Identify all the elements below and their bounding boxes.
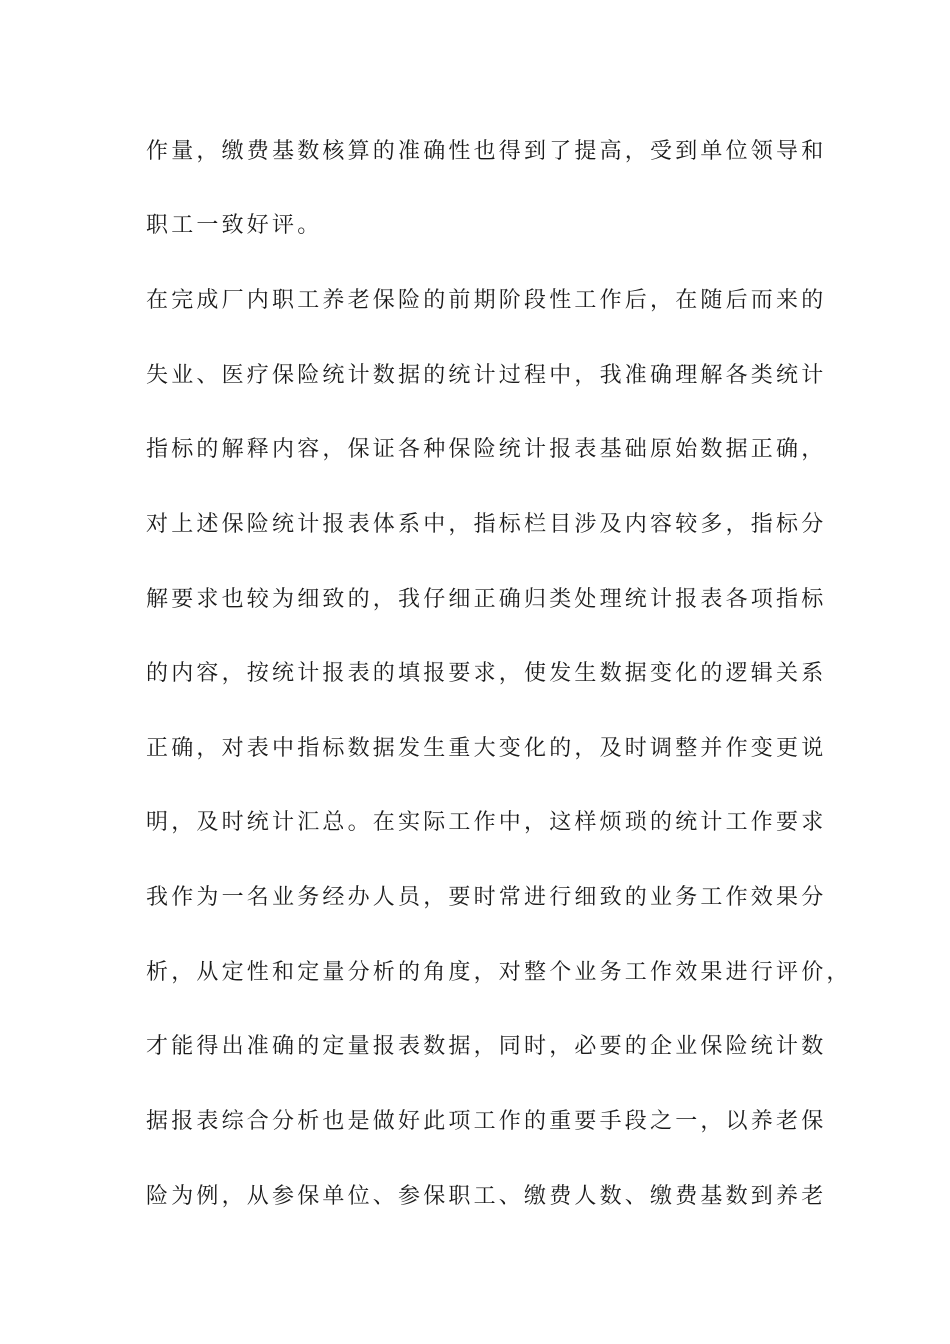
text-line: 解要求也较为细致的，我仔细正确归类处理统计报表各项指标 — [146, 587, 827, 612]
text-line: 正确，对表中指标数据发生重大变化的，及时调整并作变更说 — [146, 736, 827, 761]
text-line: 险为例，从参保单位、参保职工、缴费人数、缴费基数到养老 — [146, 1184, 827, 1209]
text-line: 我作为一名业务经办人员，要时常进行细致的业务工作效果分 — [146, 885, 827, 910]
text-line: 据报表综合分析也是做好此项工作的重要手段之一，以养老保 — [146, 1109, 827, 1134]
text-line: 职工一致好评。 — [146, 213, 323, 238]
text-line: 指标的解释内容，保证各种保险统计报表基础原始数据正确， — [146, 437, 827, 462]
text-line: 在完成厂内职工养老保险的前期阶段性工作后，在随后而来的 — [146, 288, 827, 313]
text-line: 才能得出准确的定量报表数据，同时，必要的企业保险统计数 — [146, 1034, 827, 1059]
text-line: 作量，缴费基数核算的准确性也得到了提高，受到单位领导和 — [146, 139, 827, 164]
text-line: 析，从定性和定量分析的角度，对整个业务工作效果进行评价， — [146, 960, 852, 985]
text-line: 明，及时统计汇总。在实际工作中，这样烦琐的统计工作要求 — [146, 810, 827, 835]
text-line: 失业、医疗保险统计数据的统计过程中，我准确理解各类统计 — [146, 363, 827, 388]
text-line: 的内容，按统计报表的填报要求，使发生数据变化的逻辑关系 — [146, 661, 827, 686]
text-line: 对上述保险统计报表体系中，指标栏目涉及内容较多，指标分 — [146, 512, 827, 537]
